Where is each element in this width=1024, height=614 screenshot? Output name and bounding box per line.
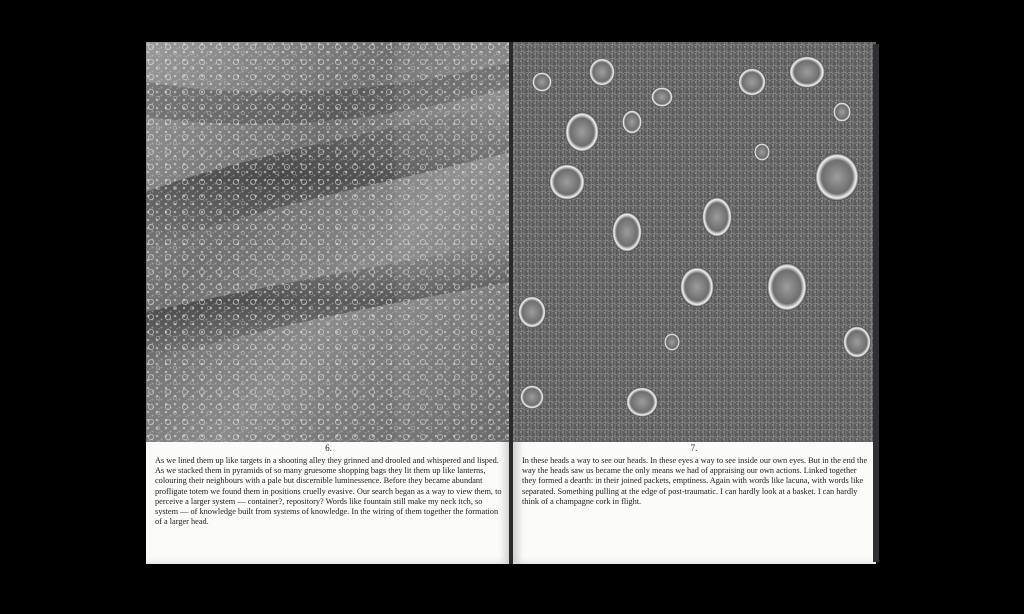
open-book-spread	[146, 42, 876, 564]
right-page	[512, 42, 876, 564]
body-paragraph	[522, 456, 870, 507]
left-page	[146, 42, 511, 564]
frosted-droplets-photo	[512, 42, 876, 442]
paragraph-text: In these heads a way to see our heads. In these eyes a way to see inside our own eyes. But in the end the way the heads saw us became the only means we had of appraising our own actions. Linked together they formed a dearth: in their joined packets, emptiness. Again with words like lacuna, with words like separated. Something pulling at the edge of post-traumatic. I can hardly look at a basket. I can hardly think of a champagne cork in flight.	[522, 456, 868, 506]
page-number: 7.	[690, 443, 698, 453]
paragraph-text: As we lined them up like targets in a shooting alley they grinned and drooled and whispered and lisped. As we stacked them in pyramids of so many gruesome shopping bags they lit them up like lanterns, colouring their neighbours with a pale but discernible luminessence. Before they became abundant profligate totem we found them in positions cruelly evasive. Our search began as a way to view them, to perceive a larger system — container?, repository? Words like fountain still make my neck itch, so system — of knowledge built from systems of knowledge. In the wiring of them together the formation of a larger head.	[155, 456, 502, 527]
page-number: 6.	[325, 443, 332, 453]
page-edge	[873, 44, 879, 562]
condensation-droplets-photo	[146, 42, 511, 442]
book-spine	[509, 42, 513, 564]
body-paragraph	[155, 456, 505, 527]
